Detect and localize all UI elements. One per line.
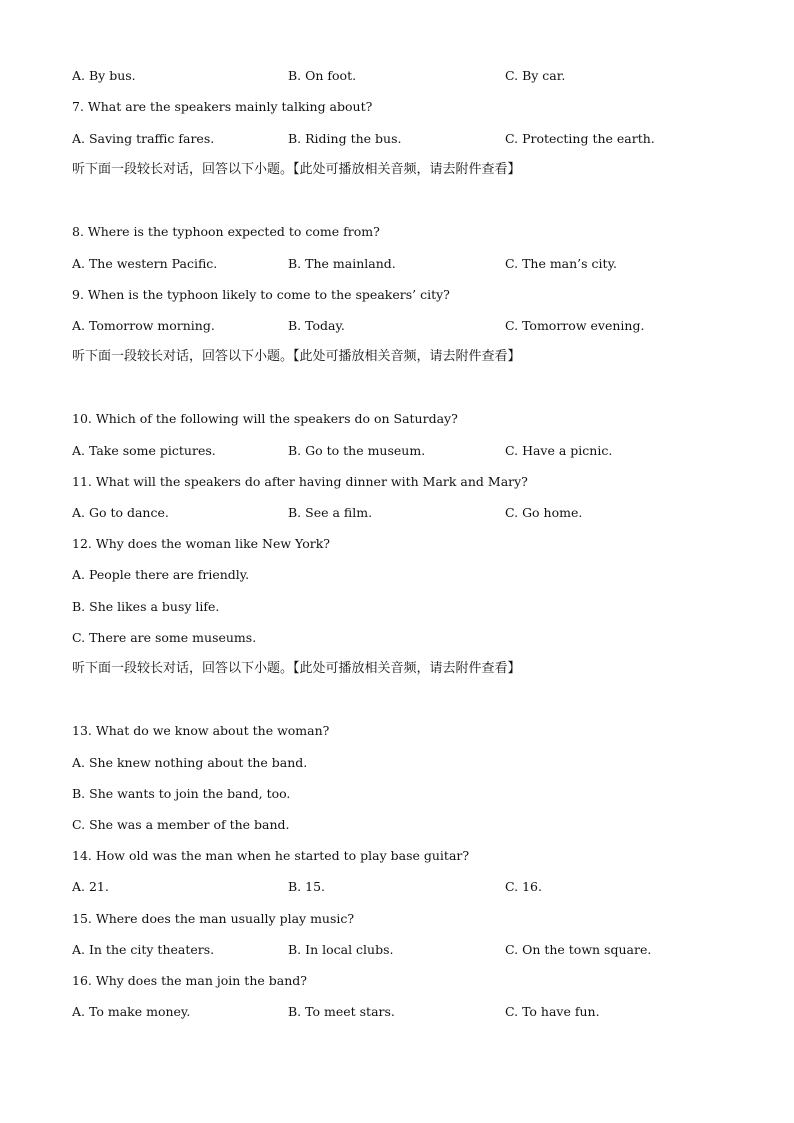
q16-option-c: C. To have fun.: [505, 1004, 600, 1019]
q15-question: 15. Where does the man usually play music?: [72, 911, 355, 926]
q13-option-b: B. She wants to join the band, too.: [72, 786, 291, 801]
q15-options: [72, 942, 722, 958]
q16-option-a: A. To make money.: [72, 1004, 191, 1019]
q10-option-c: C. Have a picnic.: [505, 443, 613, 458]
q11-question: 11. What will the speakers do after having dinner with Mark and Mary?: [72, 474, 528, 489]
q12-option-a: A. People there are friendly.: [72, 567, 250, 582]
q9-question: 9. When is the typhoon likely to come to the speakers’ city?: [72, 287, 450, 302]
q14-option-a: A. 21.: [72, 879, 109, 894]
q16-option-b: B. To meet stars.: [288, 1004, 395, 1019]
q7-option-a: A. Saving traffic fares.: [72, 131, 215, 146]
q6-option-a: A. By bus.: [72, 68, 136, 83]
q15-option-a: A. In the city theaters.: [72, 942, 215, 957]
q10-options: [72, 443, 722, 459]
q11-options: [72, 505, 722, 521]
q10-option-b: B. Go to the museum.: [288, 443, 426, 458]
q15-option-c: C. On the town square.: [505, 942, 652, 957]
q11-option-b: B. See a film.: [288, 505, 373, 520]
q16-question: 16. Why does the man join the band?: [72, 973, 307, 988]
section-instruction-1: 听下面一段较长对话，回答以下小题。【此处可播放相关音频，请去附件查看】: [72, 162, 521, 177]
q7-option-b: B. Riding the bus.: [288, 131, 402, 146]
q10-option-a: A. Take some pictures.: [72, 443, 216, 458]
q14-question: 14. How old was the man when he started to play base guitar?: [72, 848, 470, 863]
q12-question: 12. Why does the woman like New York?: [72, 536, 330, 551]
q16-options: [72, 1004, 722, 1020]
q7-option-c: C. Protecting the earth.: [505, 131, 655, 146]
q10-question: 10. Which of the following will the speakers do on Saturday?: [72, 411, 458, 426]
section-instruction-3: 听下面一段较长对话，回答以下小题。【此处可播放相关音频，请去附件查看】: [72, 661, 521, 676]
q9-option-c: C. Tomorrow evening.: [505, 318, 645, 333]
q8-options: [72, 256, 722, 272]
q14-option-c: C. 16.: [505, 879, 542, 894]
q14-option-b: B. 15.: [288, 879, 326, 894]
q15-option-b: B. In local clubs.: [288, 942, 394, 957]
q11-option-a: A. Go to dance.: [72, 505, 169, 520]
q13-option-a: A. She knew nothing about the band.: [72, 755, 308, 770]
q8-option-c: C. The man’s city.: [505, 256, 617, 271]
q6-option-b: B. On foot.: [288, 68, 357, 83]
q9-option-a: A. Tomorrow morning.: [72, 318, 215, 333]
q7-options: [72, 131, 722, 147]
q6-option-c: C. By car.: [505, 68, 566, 83]
q9-options: [72, 318, 722, 334]
q8-question: 8. Where is the typhoon expected to come from?: [72, 224, 380, 239]
q13-option-c: C. She was a member of the band.: [72, 817, 290, 832]
q11-option-c: C. Go home.: [505, 505, 583, 520]
section-instruction-2: 听下面一段较长对话，回答以下小题。【此处可播放相关音频，请去附件查看】: [72, 349, 521, 364]
q12-option-b: B. She likes a busy life.: [72, 599, 220, 614]
q6-options: [72, 68, 722, 84]
q9-option-b: B. Today.: [288, 318, 345, 333]
q13-question: 13. What do we know about the woman?: [72, 723, 330, 738]
q14-options: [72, 879, 722, 895]
q8-option-a: A. The western Pacific.: [72, 256, 218, 271]
q7-question: 7. What are the speakers mainly talking about?: [72, 99, 373, 114]
q12-option-c: C. There are some museums.: [72, 630, 257, 645]
q8-option-b: B. The mainland.: [288, 256, 396, 271]
